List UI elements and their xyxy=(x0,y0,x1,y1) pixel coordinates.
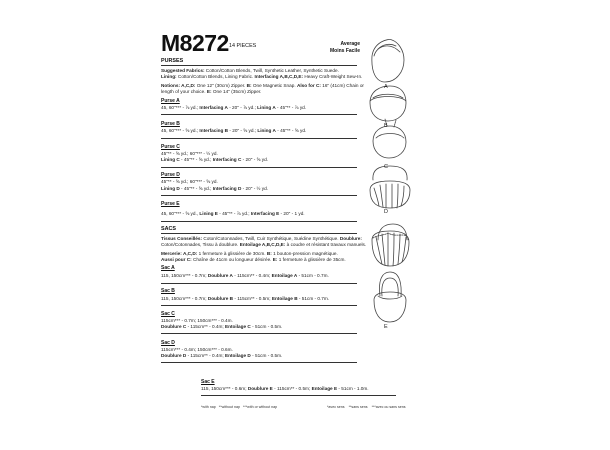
purse-b-heading: Purse B xyxy=(161,121,180,127)
suggested-fabrics: Suggested Fabrics: Cotton/Cotton Blends, Twill, Synthetic Leather, Synthetic Suede. xyxy=(161,68,339,73)
difficulty-fr: Moins Facile xyxy=(329,48,360,54)
view-a-drawing xyxy=(372,40,404,82)
sac-c-heading: Sac C xyxy=(161,311,175,317)
view-b-drawing xyxy=(370,86,406,121)
footnote-fr: *avec sens **sans sens ***avec ou sans sens xyxy=(327,405,406,409)
piece-count: 14 PIECES xyxy=(229,43,257,49)
view-c-drawing xyxy=(373,119,406,158)
view-e-lower-drawing xyxy=(374,272,406,322)
sac-a-metrage: 115, 150cm*** - 0.7m; Doublure A - 115cm** - 0.4m; Entoilage A - 51cm - 0.7m. xyxy=(161,273,329,278)
mercerie-line-2: Aussi pour C: Chaîne de 41cm ou longueur désirée. E: 1 fermeture à glissière de 35cm. xyxy=(161,257,346,262)
purse-b-yardage: 45, 60"*** - ⅝ yd.; Interfacing B - 20" - ⅝ yd.; Lining A - 45"** - ⅝ yd. xyxy=(161,128,307,133)
view-a-label: A xyxy=(384,84,388,90)
view-e-label: E xyxy=(384,324,388,330)
sac-c-metrage: 115cm*** - 0.7m; 150cm*** - 0.4m. xyxy=(161,318,233,323)
view-e-upper-drawing xyxy=(372,224,409,266)
difficulty-en: Average xyxy=(340,41,360,47)
purse-a-yardage: 45, 60"*** - ⅞ yd.; Interfacing A - 20" - ⅞ yd.; Lining A - 45"** - ⅞ yd. xyxy=(161,105,307,110)
sac-d-doublure: Doublure D - 115cm** - 0.4m; Entoilage D - 51cm - 0.5m. xyxy=(161,353,283,358)
sac-e-heading: Sac E xyxy=(201,379,215,385)
mercerie-line-1: Mercerie: A,C,D: 1 fermeture à glissière de 30cm. B: 1 bouton-pression magnétique. xyxy=(161,251,338,256)
notions-line-1: Notions: A,C,D: One 12" (30cm) Zipper. B: One Magnetic Snap. Also for C: 16" (41cm) Chain or xyxy=(161,83,364,88)
lining-info: Lining: Cotton/Cotton Blends, Lining Fabric. Interfacing A,B,C,D,E: Heavy Craft-Weight Sew-In. xyxy=(161,74,363,79)
sac-c-doublure: Doublure C - 115cm** - 0.4m; Entoilage C - 51cm - 0.5m. xyxy=(161,324,283,329)
sac-d-metrage: 115cm*** - 0.4m; 150cm*** - 0.6m. xyxy=(161,347,233,352)
sac-a-heading: Sac A xyxy=(161,265,175,271)
view-c-label: C xyxy=(384,164,388,170)
purse-d-lining: Lining D - 45"** - ⅝ yd.; Interfacing D - 20" - ½ yd. xyxy=(161,186,269,191)
purse-c-lining: Lining C - 45"** - ⅝ yd.; Interfacing C - 20" - ⅝ yd. xyxy=(161,157,269,162)
purse-d-heading: Purse D xyxy=(161,172,180,178)
sac-d-heading: Sac D xyxy=(161,340,175,346)
purse-e-yardage: 45, 60"*** - ⅝ yd., Lining E - 45"** - ⅞ yd.; Interfacing E - 20" - 1 yd. xyxy=(161,211,305,216)
purse-a-heading: Purse A xyxy=(161,98,180,104)
view-d-label: D xyxy=(384,209,388,215)
sac-e-metrage: 115, 150cm*** - 0.6m; Doublure E - 115cm** - 0.5m; Entoilage E - 51cm - 1.0m. xyxy=(201,386,369,391)
sac-b-metrage: 115, 150cm*** - 0.7m; Doublure B - 115cm** - 0.5m; Entoilage B - 51cm - 0.7m. xyxy=(161,296,330,301)
purse-d-yardage: 45"** - ⅝ yd.; 60"*** - ⅝ yd. xyxy=(161,179,218,184)
sac-b-heading: Sac B xyxy=(161,288,175,294)
tissus-conseilles: Tissus Conseillés: Coton/Cotonnades, Twill, Cuir Synthétique, Suédine Synthétique. Doublure: xyxy=(161,236,362,241)
view-d-drawing xyxy=(370,166,410,208)
pattern-number: M8272 xyxy=(161,30,229,56)
doublure-info: Coton/Cotonnades, Tissu à doublure. Entoilage A,B,C,D,E: à coudre et résistant travaux manuels. xyxy=(161,242,367,247)
notions-line-2: length of your choice. E: One 14" (35cm) Zipper. xyxy=(161,89,262,94)
purse-c-heading: Purse C xyxy=(161,144,180,150)
view-b-label: B xyxy=(384,123,388,129)
purse-e-heading: Purse E xyxy=(161,201,180,207)
purses-heading: PURSES xyxy=(161,58,184,64)
footnote-en: *with nap **without nap ***with or without nap xyxy=(201,405,278,409)
purse-c-yardage: 45"** - ⅝ yd.; 60"*** - ½ yd. xyxy=(161,151,218,156)
sacs-heading: SACS xyxy=(161,226,176,232)
